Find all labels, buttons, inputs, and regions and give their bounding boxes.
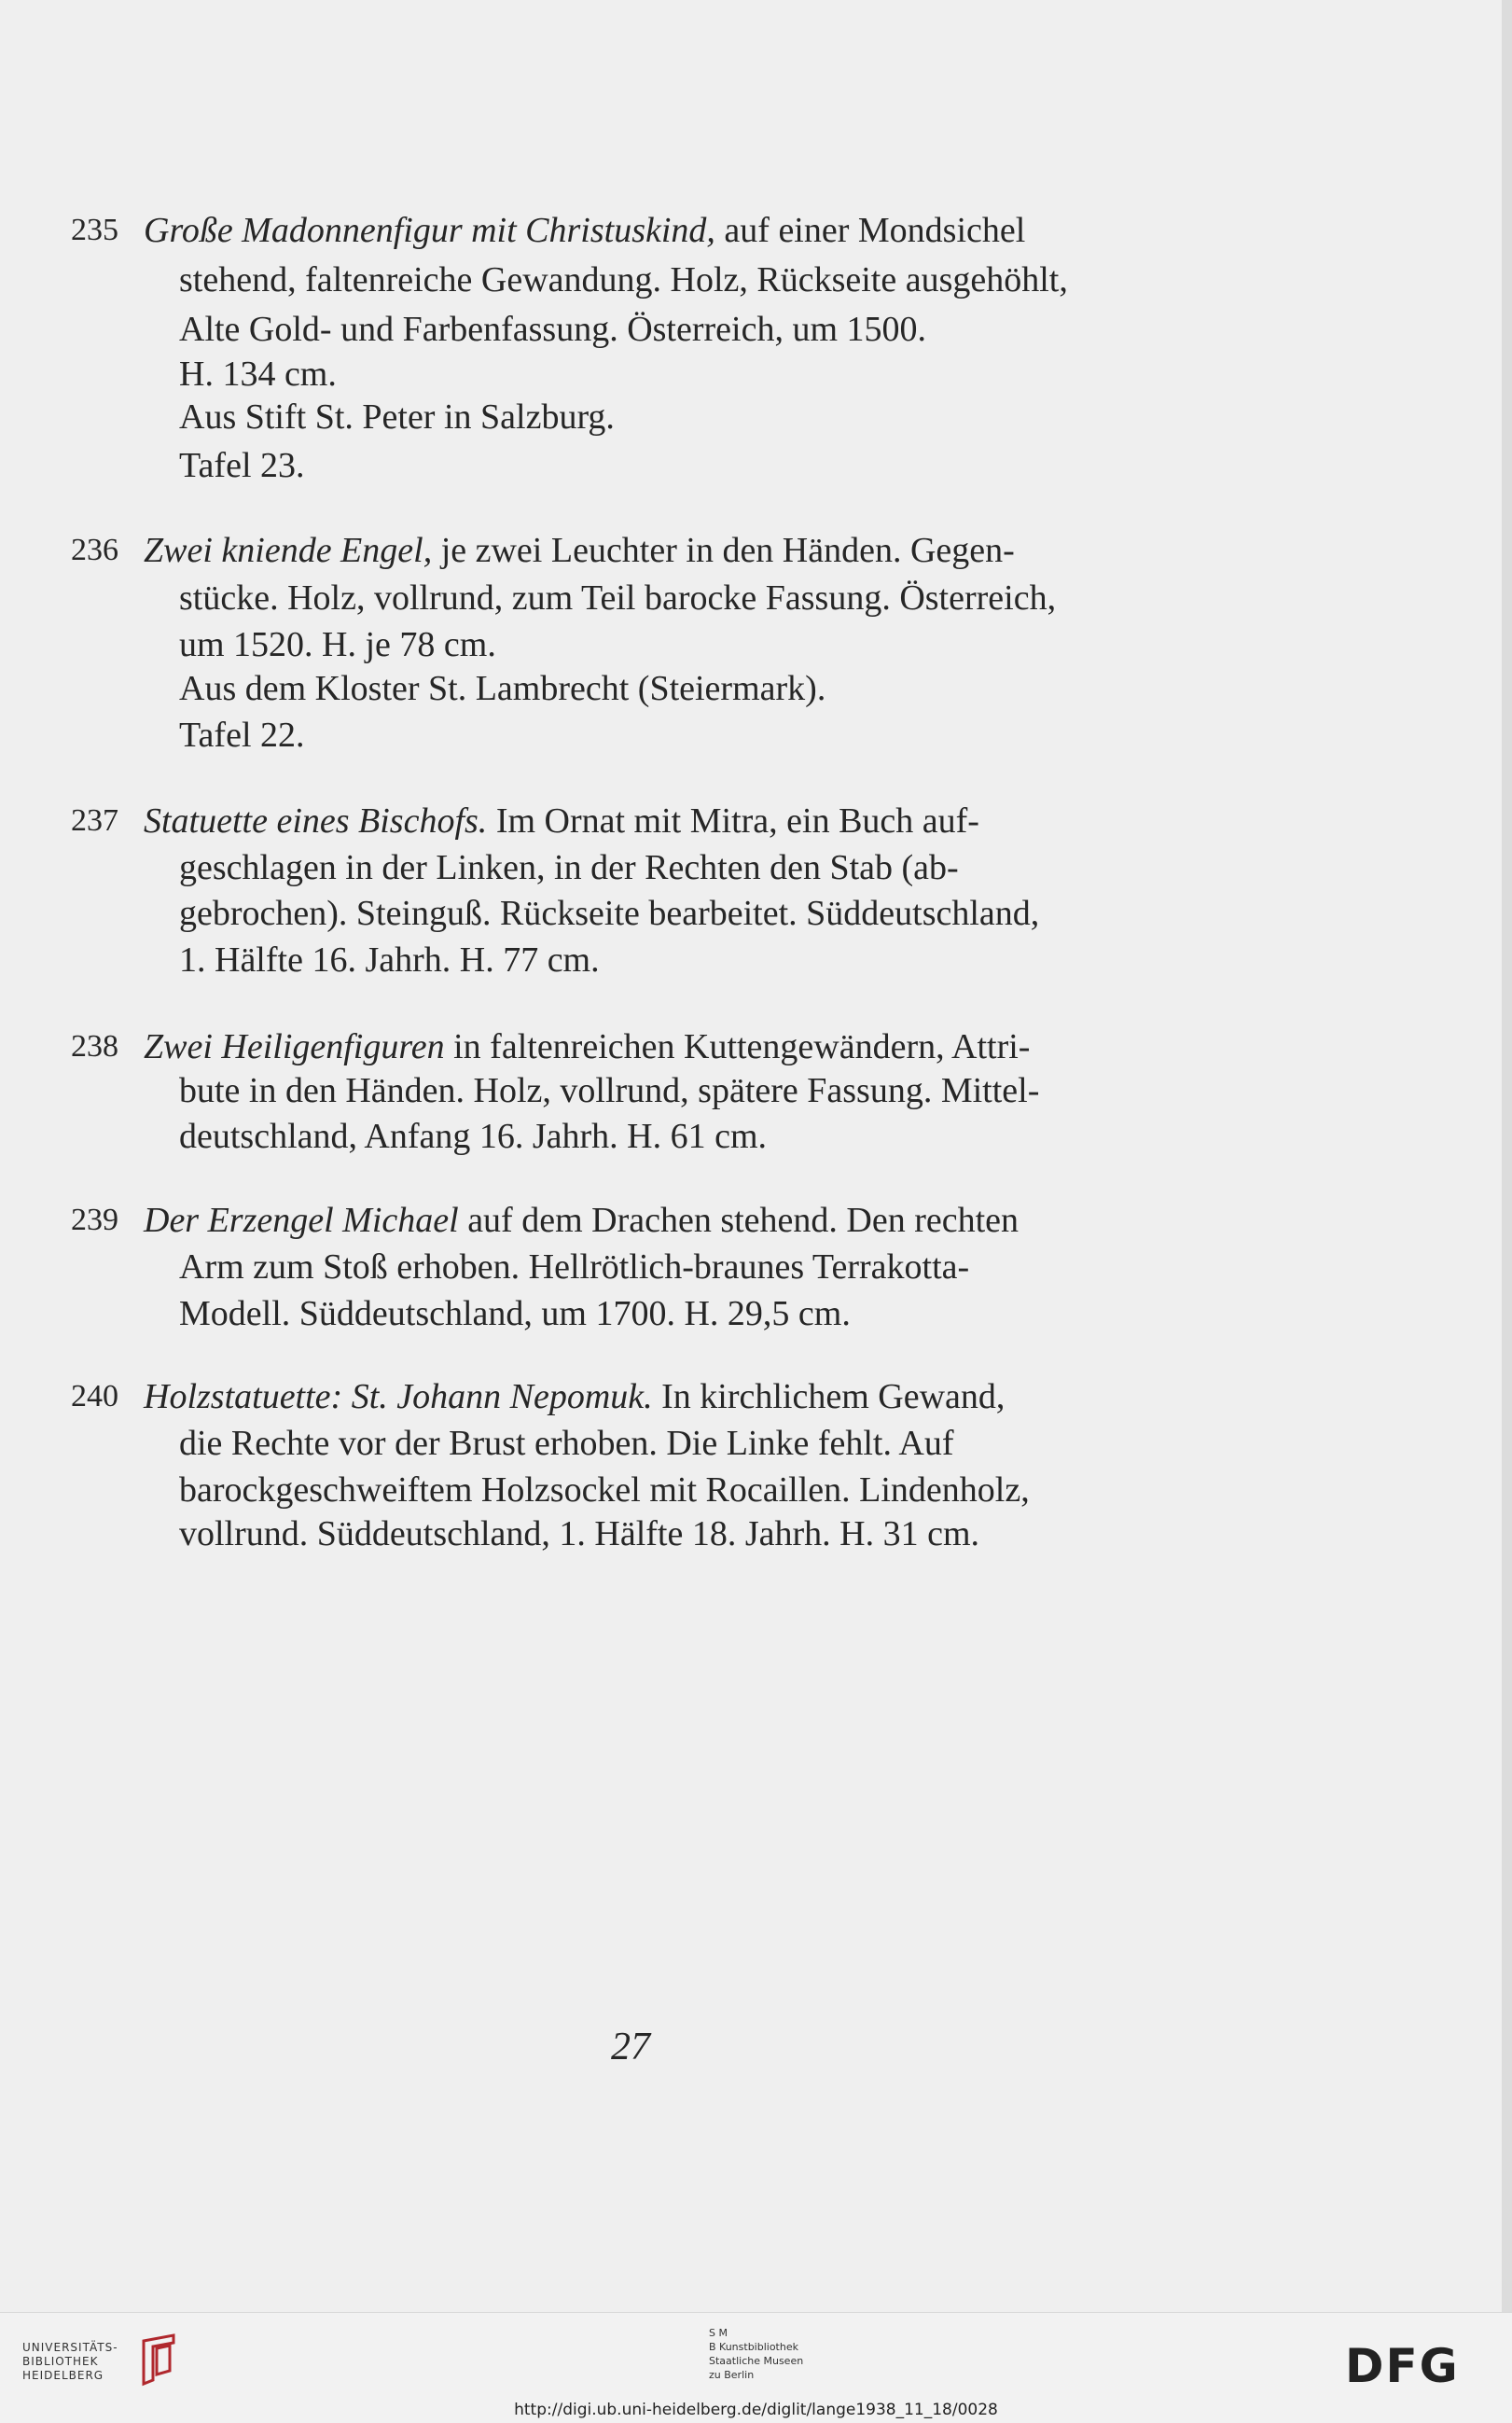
entry-text: in faltenreichen Kuttengewändern, Attri- [444, 1027, 1031, 1066]
entry-line: um 1520. H. je 78 cm. [179, 625, 496, 664]
entry-line: Aus Stift St. Peter in Salzburg. [179, 397, 615, 437]
logo-text-line: UNIVERSITÄTS- [22, 2341, 118, 2354]
logo-text-line: BIBLIOTHEK [22, 2355, 99, 2368]
entry-line: die Rechte vor der Brust erhoben. Die Linke fehlt. Auf [179, 1424, 954, 1463]
entry-first-line [144, 1024, 1030, 1070]
logo-text-line: zu Berlin [709, 2369, 755, 2381]
entry-title: Holzstatuette: St. Johann Nepomuk. [144, 1377, 653, 1416]
university-library-logo[interactable] [22, 2341, 118, 2383]
entry-first-line [144, 527, 1015, 574]
heidelberg-emblem-icon [140, 2333, 177, 2388]
viewer-footer [0, 2312, 1512, 2423]
entry-line: deutschland, Anfang 16. Jahrh. H. 61 cm. [179, 1117, 768, 1156]
entry-line: stehend, faltenreiche Gewandung. Holz, Rückseite ausgehöhlt, [179, 260, 1068, 299]
entry-first-line [144, 207, 1025, 254]
logo-text-line: B Kunstbibliothek [709, 2341, 798, 2353]
entry-line: vollrund. Süddeutschland, 1. Hälfte 18. Jahrh. H. 31 cm. [179, 1514, 980, 1553]
entry-line: H. 134 cm. [179, 355, 337, 394]
entry-line: gebrochen). Steinguß. Rückseite bearbeitet. Süddeutschland, [179, 894, 1040, 933]
entry-text: auf dem Drachen stehend. Den rechten [458, 1201, 1020, 1240]
entry-line: 1. Hälfte 16. Jahrh. H. 77 cm. [179, 940, 600, 980]
entry-text: In kirchlichem Gewand, [652, 1377, 1006, 1416]
page-number: 27 [611, 2026, 650, 2068]
entry-number: 240 [71, 1379, 118, 1413]
entry-title: Zwei kniende Engel, [144, 531, 433, 570]
entry-first-line [144, 798, 979, 844]
logo-text-line: Staatliche Museen [709, 2355, 804, 2367]
logo-text-line: HEIDELBERG [22, 2369, 104, 2382]
entry-line: Modell. Süddeutschland, um 1700. H. 29,5 cm. [179, 1294, 851, 1333]
entry-line: Aus dem Kloster St. Lambrecht (Steiermark). [179, 669, 826, 708]
entry-title: Statuette eines Bischofs. [144, 801, 488, 841]
kunstbibliothek-logo[interactable] [709, 2326, 803, 2382]
entry-text: Im Ornat mit Mitra, ein Buch auf- [487, 801, 979, 841]
entry-text: je zwei Leuchter in den Händen. Gegen- [432, 531, 1015, 570]
entry-title: Große Madonnenfigur mit Christuskind, [144, 211, 715, 250]
entry-line: Tafel 22. [179, 716, 305, 755]
entry-number: 238 [71, 1029, 118, 1064]
entry-number: 235 [71, 213, 118, 247]
entry-line: stücke. Holz, vollrund, zum Teil barocke Fassung. Österreich, [179, 578, 1057, 618]
entry-text: auf einer Mondsichel [714, 211, 1026, 250]
entry-line: geschlagen in der Linken, in der Rechten den Stab (ab- [179, 848, 959, 887]
entry-line: bute in den Händen. Holz, vollrund, spätere Fassung. Mittel- [179, 1071, 1040, 1110]
entry-first-line [144, 1373, 1005, 1420]
permalink-url[interactable]: http://digi.ub.uni-heidelberg.de/diglit/lange1938_11_18/0028 [514, 2401, 998, 2419]
entry-line: Arm zum Stoß erhoben. Hellrötlich-braunes Terrakotta- [179, 1247, 970, 1287]
page-edge [1502, 0, 1512, 2312]
entry-first-line [144, 1197, 1019, 1244]
entry-line: barockgeschweiftem Holzsockel mit Rocaillen. Lindenholz, [179, 1470, 1030, 1510]
entry-line: Tafel 23. [179, 446, 305, 485]
entry-number: 236 [71, 533, 118, 567]
entry-number: 237 [71, 803, 118, 838]
dfg-logo[interactable]: DFG [1345, 2339, 1460, 2393]
entry-title: Der Erzengel Michael [144, 1201, 459, 1240]
logo-text-line: S M [709, 2327, 728, 2339]
entry-title: Zwei Heiligenfiguren [144, 1027, 445, 1066]
entry-number: 239 [71, 1203, 118, 1237]
entry-line: Alte Gold- und Farbenfassung. Österreich, um 1500. [179, 310, 927, 349]
